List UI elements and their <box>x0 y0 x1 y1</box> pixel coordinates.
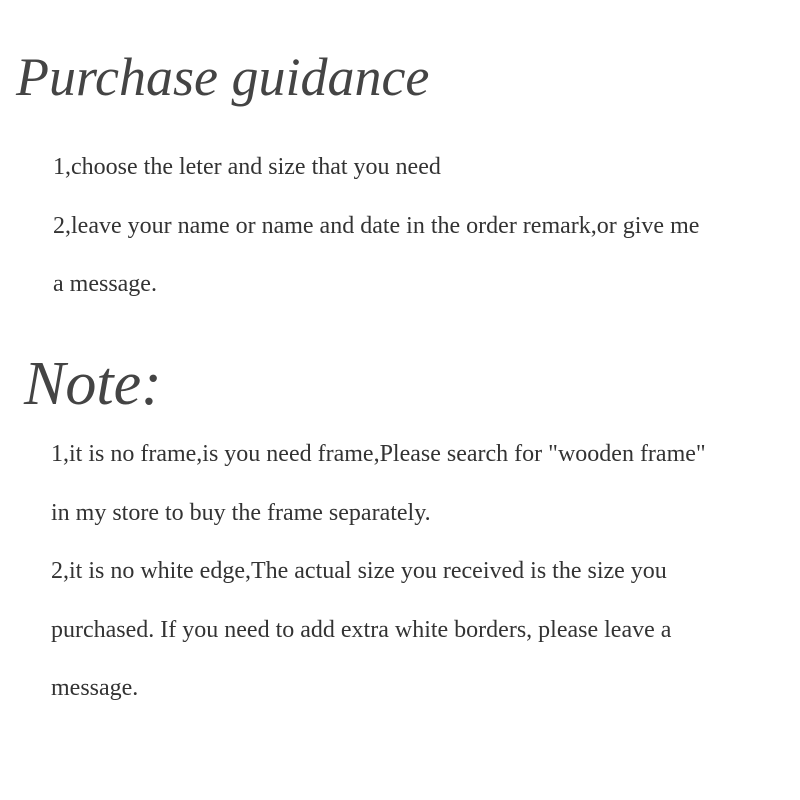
note-line: purchased. If you need to add extra white borders, please leave a <box>51 616 672 643</box>
purchase-guidance-line: 1,choose the leter and size that you need <box>53 154 441 180</box>
note-line: in my store to buy the frame separately. <box>51 499 431 526</box>
note-line: message. <box>51 675 139 701</box>
purchase-guidance-body <box>53 138 793 314</box>
note-line: 2,it is no white edge,The actual size you received is the size you <box>51 558 667 584</box>
purchase-guidance-line: 2,leave your name or name and date in the order remark,or give me <box>53 212 700 239</box>
purchase-guidance-heading: Purchase guidance <box>16 47 430 107</box>
note-line: 1,it is no frame,is you need frame,Please search for "wooden frame" <box>51 441 706 467</box>
note-body <box>51 425 791 718</box>
note-heading: Note: <box>24 350 162 418</box>
purchase-guidance-line: a message. <box>53 271 157 297</box>
